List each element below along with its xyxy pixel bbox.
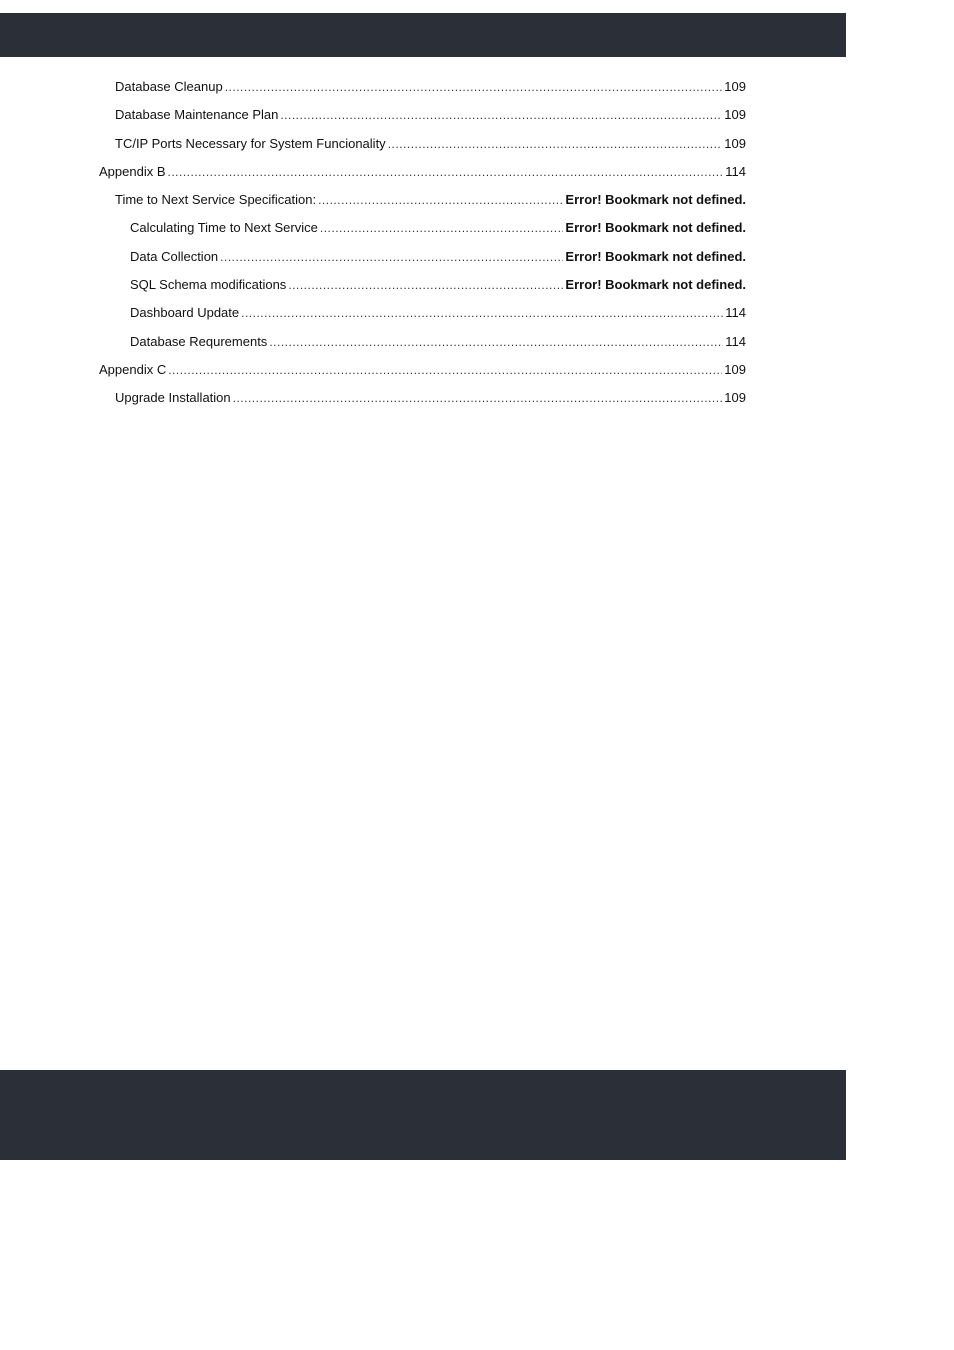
toc-entry[interactable] [99,75,746,103]
toc-entry-title: Time to Next Service Specification: [115,192,317,208]
toc-dot-leader [269,330,723,354]
toc-dot-leader [318,188,563,212]
page-footer-bar [0,1070,846,1160]
toc-entry[interactable] [99,330,746,358]
toc-entry[interactable] [99,132,746,160]
toc-entry-title: TC/IP Ports Necessary for System Funcionality [115,135,386,151]
toc-entry-title: Appendix C [99,361,167,377]
toc-entry[interactable] [99,358,746,386]
toc-entry[interactable] [99,245,746,273]
toc-entry-page-number: 109 [724,361,746,377]
table-of-contents [99,75,746,415]
toc-dot-leader [168,358,722,382]
toc-entry-title: Database Maintenance Plan [115,107,279,123]
toc-entry-title: Upgrade Installation [115,390,231,406]
toc-dot-leader [241,301,723,325]
toc-entry-title: Database Cleanup [115,79,223,94]
toc-entry-error: Error! Bookmark not defined. [565,192,746,208]
page-header-bar [0,13,846,57]
toc-dot-leader [388,132,723,156]
toc-entry-title: Data Collection [130,248,219,264]
toc-entry-title: SQL Schema modifications [130,277,287,293]
toc-entry[interactable] [99,216,746,244]
toc-dot-leader [320,216,564,240]
toc-entry[interactable] [99,188,746,216]
toc-entry-error: Error! Bookmark not defined. [565,248,746,264]
toc-entry-page-number: 109 [724,79,746,94]
toc-entry[interactable] [99,103,746,131]
toc-entry[interactable] [99,301,746,329]
toc-dot-leader [280,103,722,127]
toc-dot-leader [225,75,723,99]
toc-entry-title: Calculating Time to Next Service [130,220,318,236]
toc-entry-title: Appendix B [99,163,166,179]
toc-entry[interactable] [99,160,746,188]
toc-entry-page-number: 114 [725,305,746,321]
toc-entry-page-number: 109 [724,390,746,406]
toc-entry-page-number: 114 [725,333,746,349]
toc-entry-title: Database Requrements [130,333,268,349]
toc-entry[interactable] [99,273,746,301]
toc-entry-error: Error! Bookmark not defined. [565,220,746,236]
toc-dot-leader [233,386,723,410]
toc-dot-leader [288,273,563,297]
toc-entry-page-number: 114 [725,163,746,179]
toc-dot-leader [168,160,724,184]
toc-entry-page-number: 109 [724,107,746,123]
toc-dot-leader [220,245,563,269]
toc-entry-error: Error! Bookmark not defined. [565,277,746,293]
toc-entry-title: Dashboard Update [130,305,240,321]
toc-entry-page-number: 109 [724,135,746,151]
toc-entry[interactable] [99,386,746,414]
